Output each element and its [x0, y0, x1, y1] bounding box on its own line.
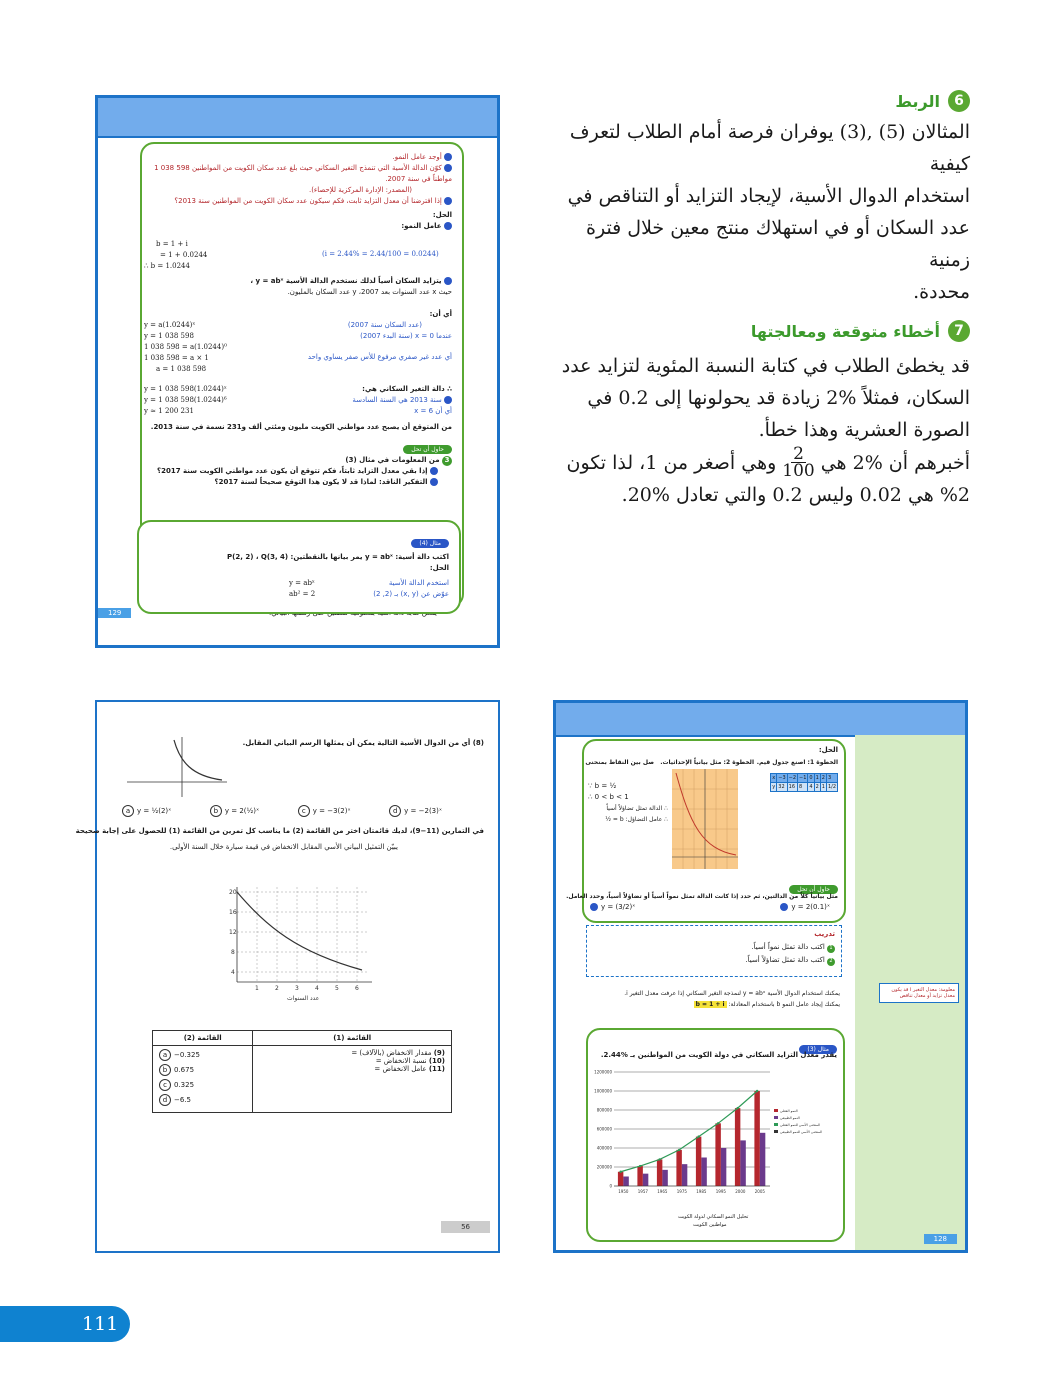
table-cell: 0 — [809, 775, 813, 781]
matching-table — [152, 1030, 452, 1113]
bullet-icon — [590, 903, 598, 911]
y-tick: 8 — [231, 949, 235, 956]
list-2-item — [159, 1064, 246, 1076]
y-tick-label: 200000 — [596, 1164, 612, 1170]
y-tick: 20 — [229, 889, 237, 896]
fraction-numerator: 2 — [793, 444, 804, 464]
exercise-3b — [152, 477, 438, 488]
list-1-title: القائمة (1) — [253, 1031, 452, 1046]
bar — [696, 1137, 701, 1186]
text-line: المثالان (5) ,(3) يوفران فرصة أمام الطلاب لتعرف كيفية — [569, 121, 970, 175]
example-4-box — [137, 520, 461, 614]
text-line: عدد السكان أو في استهلاك منتج معين خلال فترة زمنية — [586, 217, 970, 271]
note: ∴ عامل التضاؤل: b = ½ — [605, 816, 668, 823]
teacher-notes — [545, 90, 970, 511]
equation: y = 1 038 598(1.0244)ˣ — [144, 385, 227, 393]
item-label: b — [159, 1064, 171, 1076]
chart-caption-2: مواطنين الكويت — [693, 1222, 727, 1228]
population-chart — [590, 1066, 840, 1206]
legend-swatch — [774, 1109, 778, 1112]
growth-note: (i = 2.44% = 2.44/100 = 0.0244) — [322, 250, 439, 258]
table-cell: 1 — [821, 784, 825, 790]
equation: a = 1 038 598 — [156, 365, 207, 373]
item-text: كوّن الدالة الأسية التي تنمذج التغير السكاني حيث بلغ عدد سكان الكويت من المواطنين 598 038 1 مواطناً في سنة 2007. — [154, 164, 452, 183]
item-c — [152, 196, 452, 207]
table-cell: −3 — [778, 775, 786, 781]
training-item-2 — [745, 955, 835, 966]
section-6-body — [545, 116, 970, 308]
legend-label: النمو الطبيعي — [780, 1116, 800, 1120]
y-tick: 12 — [229, 929, 237, 936]
option-text: y = ½(2)ˣ — [137, 807, 172, 815]
note: استخدم الدالة الأسية — [388, 579, 449, 587]
section-7-body — [545, 350, 970, 511]
mini-page-56 — [75, 700, 500, 1253]
section-6-heading — [545, 90, 970, 112]
bar — [637, 1166, 642, 1186]
bar — [676, 1150, 681, 1186]
fraction-line — [545, 446, 970, 479]
exercise-text: من المعلومات في مثال (3) — [345, 456, 440, 464]
equation: ab² = 2 — [289, 590, 316, 598]
small-decay-graph — [122, 732, 232, 802]
equation: = 1 + 0.0244 — [160, 251, 208, 259]
example-4-tag: مثال (4) — [411, 539, 449, 548]
item-label: c — [159, 1079, 171, 1091]
option-text: y = 2(0.1)ˣ — [791, 903, 830, 911]
equation: y = a(1.0244)ˣ — [144, 321, 196, 329]
option-text: y = (3/2)ˣ — [601, 903, 636, 911]
number-badge: 1 — [827, 945, 835, 953]
trend-point — [678, 1149, 680, 1151]
bar — [754, 1091, 759, 1186]
y-tick: 16 — [229, 909, 237, 916]
y-tick-label: 1200000 — [594, 1069, 612, 1075]
list-1-item — [259, 1065, 445, 1073]
table-cell: 32 — [777, 783, 787, 792]
step-3: صل بين النقاط بمنحنى — [585, 759, 654, 766]
solution-label: الحل: — [432, 211, 452, 219]
option-b[interactable] — [210, 805, 259, 817]
table-cell: 3 — [826, 774, 837, 783]
q8-options — [122, 805, 442, 817]
option-d[interactable] — [389, 805, 442, 817]
exercise-text: إذا بقي معدل التزايد ثابتاً، فكم تتوقع أن يكون عدد مواطني الكويت سنة 2017؟ — [157, 467, 428, 475]
table-cell: y — [772, 784, 776, 790]
text-segment: يمكنك إيجاد عامل النمو b باستخدام المعادلة: — [728, 1001, 840, 1008]
text-line: محددة. — [913, 281, 970, 303]
item-text: عامل الانخفاض = — [374, 1065, 427, 1073]
text-line: استخدام الدوال الأسية، لإيجاد التزايد أو التناقص في — [567, 185, 970, 207]
bar — [662, 1170, 667, 1186]
side-note-text: معلومة: معدل التغير i قد يكون معدل تزايد أو معدل تناقص — [891, 987, 955, 999]
section-number-badge: 6 — [948, 90, 970, 112]
list-2-cell — [153, 1046, 253, 1113]
x-tick: 6 — [355, 985, 359, 992]
bar — [735, 1108, 740, 1186]
option-label: b — [210, 805, 222, 817]
model-text — [152, 276, 452, 287]
section-number-badge: 7 — [948, 320, 970, 342]
option-c[interactable] — [298, 805, 351, 817]
item-number: (9) — [433, 1049, 445, 1057]
number-badge: 3 — [442, 456, 452, 466]
list-1-item — [259, 1057, 445, 1065]
item-text: يتزايد السكان أسياً لذلك نستخدم الدالة الأسية y = abˣ ، — [250, 277, 442, 285]
option-text: y = 2(½)ˣ — [224, 807, 260, 815]
bullet-icon — [444, 164, 452, 172]
highlighted-equation: b = 1 + i — [695, 1001, 725, 1008]
step-1: الخطوة 1: اصنع جدول قيم. — [756, 759, 838, 766]
text-line: %2 هي 0.02 وليس 0.2 والتي تعادل %20. — [621, 484, 970, 506]
legend-label: النمو الفعلي — [780, 1109, 798, 1113]
list-2-title: القائمة (2) — [153, 1031, 253, 1046]
bar — [682, 1164, 687, 1186]
training-title: تدريب — [814, 930, 835, 938]
trend-point — [717, 1122, 719, 1124]
table-cell: −2 — [788, 775, 797, 781]
instructions: في التمارين (11−9)، لديك قائمتان اختر من القائمة (2) ما يناسب كل تمرين من القائمة (1) للحصول على إجابة صحيحة — [75, 827, 484, 835]
decay-curve — [237, 892, 362, 970]
item-source: (المصدر: الإدارة المركزية للإحصاء). — [308, 186, 412, 194]
bullet-icon — [444, 396, 452, 404]
section-title: أخطاء متوقعة ومعالجتها — [750, 321, 940, 341]
mini-page-number: 128 — [924, 1234, 957, 1244]
bar — [623, 1177, 628, 1187]
note: عوّض عن (x, y) بـ (2, 2) — [373, 590, 449, 598]
y-tick-label: 0 — [609, 1183, 612, 1189]
body-text-2 — [694, 999, 840, 1010]
trend-point — [736, 1107, 738, 1109]
example-3-text: يقدر معدل التزايد السكاني في دولة الكويت من المواطنين بـ %2.44. — [600, 1051, 837, 1059]
model-text-2: حيث x عدد السنوات بعد 2007، y عدد السكان بالمليون. — [287, 288, 452, 296]
bullet-icon — [444, 153, 452, 161]
legend-swatch — [774, 1130, 778, 1133]
section-7-heading — [545, 320, 970, 342]
bar — [701, 1158, 706, 1187]
item-text: 0.675 — [174, 1066, 195, 1074]
table-cell: 8 — [798, 783, 808, 792]
list-2-item — [159, 1079, 246, 1091]
body-text: يمكنك استخدام الدوال الأسية y = abˣ لنمذجة التغير السكاني إذا عرفت معدل التغير i. — [624, 990, 840, 997]
decay-curve — [174, 740, 222, 780]
fraction-denominator: 100 — [782, 461, 815, 481]
bullet-icon — [444, 277, 452, 285]
exercise-3a — [152, 466, 438, 477]
mini-page-number: 56 — [441, 1221, 490, 1233]
text-segment: أخبرهم أن %2 هي — [820, 451, 970, 474]
equation: b = 1 + i — [156, 240, 188, 248]
legend-swatch — [774, 1123, 778, 1126]
bullet-icon — [430, 478, 438, 486]
x-tick-label: 1965 — [657, 1189, 668, 1194]
chart-caption: تحليل النمو السكاني لدولة الكويت — [678, 1214, 749, 1220]
equation: 1 038 598 = a × 1 — [144, 354, 209, 362]
label-text: عامل النمو: — [401, 222, 442, 230]
conclusion: من المتوقع أن يصبح عدد مواطني الكويت مليون ومئتي ألف و231 نسمة في سنة 2013. — [150, 423, 452, 431]
trend-point — [658, 1158, 660, 1160]
list-1-item — [259, 1049, 445, 1057]
y-tick-label: 1000000 — [594, 1088, 612, 1094]
item-label: d — [159, 1094, 171, 1106]
training-item-1 — [751, 942, 835, 953]
example-3-box — [586, 1028, 845, 1242]
table-cell: x — [772, 775, 776, 781]
item-b — [152, 163, 452, 185]
item-text: أوجد عامل النمو. — [392, 153, 442, 161]
list-2-item — [159, 1049, 246, 1061]
item-text: اكتب دالة تمثل تضاؤلاً أسياً. — [745, 956, 825, 964]
side-note — [879, 983, 959, 1003]
bullet-icon — [780, 903, 788, 911]
x-tick-label: 1975 — [676, 1189, 687, 1194]
try-option-b[interactable] — [780, 903, 830, 911]
example-3-tag: مثال (3) — [799, 1045, 837, 1054]
number-badge: 2 — [827, 958, 835, 966]
exercise-text: التفكير الناقد: لماذا قد لا يكون هذا التوقع صحيحاً لسنة 2017؟ — [214, 478, 428, 486]
question-8: (8) أي من الدوال الأسية التالية يمكن أن يمثلها الرسم البياني المقابل. — [242, 739, 484, 747]
y-tick-label: 400000 — [596, 1145, 612, 1151]
text-line: قد يخطئ الطلاب في كتابة النسبة المئوية لتزايد عدد — [561, 355, 970, 377]
note: عندما x = 0 (سنة البدء 2007) — [360, 332, 452, 340]
section-title: الربط — [895, 91, 940, 111]
text-segment: وهي أصغر من 1، لذا تكون — [566, 451, 777, 474]
equation: y = 1 038 598 — [144, 332, 194, 340]
trend-point — [619, 1171, 621, 1173]
item-a — [152, 152, 452, 163]
exercise-3-title — [152, 455, 452, 466]
example-4-text: اكتب دالة أسية: y = abˣ يمر بيانها بالنقطتين: (P(2, 2) ، Q(3, 4 — [227, 553, 449, 561]
text-line: السكان، فمثلاً %2 زيادة قد يحولونها إلى 0.2 في — [587, 387, 970, 409]
x-tick: 3 — [295, 985, 299, 992]
try-question: مثل بيانياً كلاً من الدالتين، ثم حدد إذا كانت الدالة تمثل نمواً أسياً أو تضاؤلاً أسياً، وحدد العامل. — [566, 893, 838, 900]
y-tick: 4 — [231, 969, 235, 976]
equation: y = 1 038 598(1.0244)⁶ — [144, 396, 227, 404]
instructions-2: يبيّن التمثيل البياني الأسي المقابل الانخفاض في قيمة سيارة خلال السنة الأولى. — [169, 843, 398, 851]
option-label: d — [389, 805, 401, 817]
item-text: اكتب دالة تمثل نمواً أسياً. — [751, 943, 825, 951]
y-tick-label: 600000 — [596, 1126, 612, 1132]
table-cell: 16 — [787, 783, 797, 792]
mini-page-number: 129 — [98, 608, 131, 618]
bar — [643, 1174, 648, 1186]
note: أي عدد غير صفري مرفوع للأس صفر يساوي واحد — [307, 353, 452, 361]
x-tick: 1 — [255, 985, 259, 992]
x-tick-label: 2000 — [735, 1189, 746, 1194]
step-2: الخطوة 2: مثل بيانياً الإحداثيات. — [660, 759, 754, 766]
try-tag: حاول أن تحل — [403, 445, 452, 454]
page-number: 111 — [0, 1306, 130, 1342]
table-cell: 1 — [815, 775, 819, 781]
bar — [740, 1140, 745, 1186]
list-2-item — [159, 1094, 246, 1106]
x-tick: 4 — [315, 985, 319, 992]
mini-page-header-bar — [98, 98, 497, 138]
fraction — [782, 446, 814, 479]
item-label: a — [159, 1049, 171, 1061]
option-a[interactable] — [122, 805, 171, 817]
note: ∴ الدالة تمثل تضاؤلاً أسياً — [606, 805, 668, 812]
item-text: نسبة الانخفاض = — [375, 1057, 427, 1065]
item-text: 0.325 — [174, 1081, 195, 1089]
try-option-a[interactable] — [590, 903, 635, 911]
item-text: مقدار الانخفاض (بالآلاف) = — [351, 1049, 432, 1057]
note: ∴ 0 < b < 1 — [588, 793, 629, 801]
bar — [715, 1123, 720, 1186]
value-table — [770, 773, 838, 792]
note — [262, 395, 452, 406]
equation: y = abˣ — [289, 579, 315, 587]
x-tick: 2 — [275, 985, 279, 992]
trend-point — [756, 1090, 758, 1092]
y-tick-label: 800000 — [596, 1107, 612, 1113]
table-cell: 4 — [809, 784, 813, 790]
equation: y ≈ 1 200 231 — [144, 407, 194, 415]
grid — [237, 887, 367, 982]
trend-point — [697, 1135, 699, 1137]
legend-swatch — [774, 1116, 778, 1119]
x-axis-label: عدد السنوات — [287, 995, 320, 1002]
x-tick-label: 1950 — [618, 1189, 629, 1194]
legend-label: المنحنى الأسي للنمو الفعلي — [780, 1123, 821, 1127]
solution-box — [566, 739, 846, 923]
car-value-graph — [217, 882, 377, 1002]
text-line: الصورة العشرية وهذا خطأ. — [758, 419, 970, 441]
trend-point — [639, 1165, 641, 1167]
item-number: (11) — [428, 1065, 445, 1073]
item-number: (10) — [428, 1057, 445, 1065]
option-label: c — [298, 805, 310, 817]
bullet-icon — [444, 197, 452, 205]
try-options — [590, 903, 830, 911]
x-tick-label: 1995 — [715, 1189, 726, 1194]
item-text: −6.5 — [174, 1096, 191, 1104]
item-text: إذا افترضنا أن معدل التزايد ثابت، فكم سيكون عدد سكان الكويت من المواطنين سنة 2013؟ — [174, 197, 442, 205]
equation: ∴ b = 1.0244 — [144, 262, 190, 270]
mini-page-128 — [553, 700, 968, 1253]
x-tick-label: 2005 — [754, 1189, 765, 1194]
legend-label: المنحنى الأسي للنمو الطبيعي — [780, 1130, 823, 1134]
decay-plot — [672, 769, 738, 869]
analysis-notes — [588, 781, 668, 825]
note: (عدد السكان سنة 2007) — [347, 321, 422, 329]
solution-label: الحل: — [429, 564, 449, 572]
x-tick-label: 1957 — [637, 1189, 648, 1194]
solution-label: الحل: — [818, 746, 838, 754]
x-tick: 5 — [335, 985, 339, 992]
bullet-icon — [444, 222, 452, 230]
option-text: y = −2(3)ˣ — [404, 807, 442, 815]
table-cell: 2 — [815, 784, 819, 790]
try-tag: حاول أن تحل — [789, 885, 838, 894]
bar — [760, 1133, 765, 1186]
note-text: سنة 2013 هي السنة السادسة — [352, 396, 442, 404]
training-box — [586, 925, 842, 977]
note: ∵ b = ½ — [588, 782, 617, 790]
table-cell: −1 — [799, 775, 807, 781]
mini-page-header-bar — [556, 703, 965, 737]
equation: 1 038 598 = a(1.0244)⁰ — [144, 343, 227, 351]
table-cell: 1/2 — [827, 784, 836, 790]
table-cell: 2 — [821, 775, 825, 781]
bar — [657, 1159, 662, 1186]
list-1-cell — [253, 1046, 452, 1113]
growth-factor-label — [152, 221, 452, 232]
bar — [721, 1148, 726, 1186]
note: أي أن x = 6 — [414, 407, 452, 415]
bar — [618, 1172, 623, 1186]
item-text: −0.325 — [174, 1051, 200, 1059]
bullet-icon — [430, 467, 438, 475]
option-label: a — [122, 805, 134, 817]
note: أي أن: — [429, 310, 452, 318]
note: ∴ دالة التغير السكاني هي: — [362, 385, 452, 393]
x-tick-label: 1985 — [696, 1189, 707, 1194]
option-text: y = −3(2)ˣ — [312, 807, 351, 815]
